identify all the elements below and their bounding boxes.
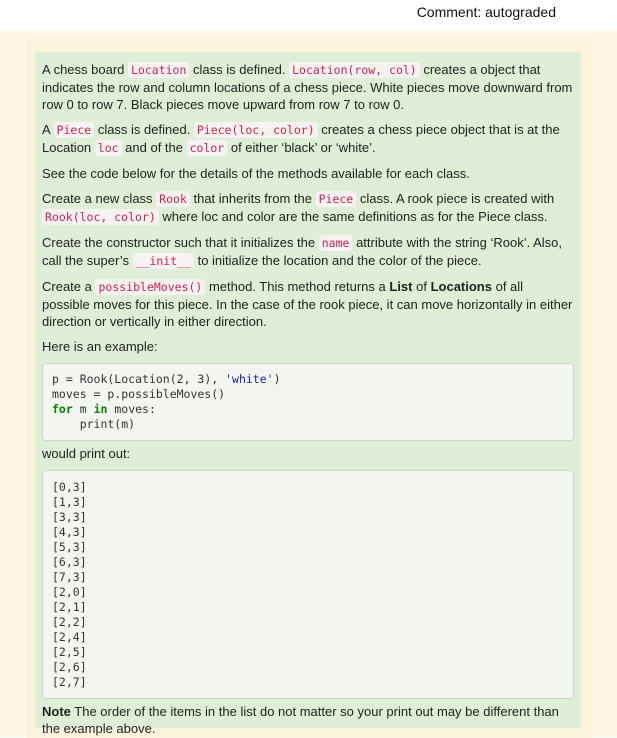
inline-code: __init__ xyxy=(133,253,194,269)
paragraph-rook-class xyxy=(42,190,574,226)
text: method. This method returns a xyxy=(205,279,390,294)
text: of xyxy=(412,279,431,294)
text: Create a xyxy=(42,279,96,294)
paragraph-note xyxy=(42,703,574,737)
code-line: p = Rook(Location(2, 3), 'white') xyxy=(52,372,281,386)
code-line: for m in moves: xyxy=(52,402,156,416)
inline-code: Piece xyxy=(54,122,95,138)
output-line: [3,3] xyxy=(52,510,87,524)
inline-code: possibleMoves() xyxy=(95,279,205,295)
code-line: moves = p.possibleMoves() xyxy=(52,387,226,401)
question-text-panel xyxy=(35,52,581,736)
text: attribute with the string ‘Rook’. Also, call the super’s xyxy=(42,235,562,268)
output-line: [2,1] xyxy=(52,600,87,614)
text: to initialize the location and the color of the piece. xyxy=(193,253,482,268)
inline-code: Piece(loc, color) xyxy=(194,122,318,138)
output-code-block xyxy=(42,470,574,699)
inline-code: Rook(loc, color) xyxy=(42,209,159,225)
code-line: print(m) xyxy=(52,417,136,431)
paragraph-location xyxy=(42,61,574,113)
inline-code: Location xyxy=(128,62,189,78)
example-code-block xyxy=(42,363,574,441)
output-line: [2,5] xyxy=(52,645,87,659)
inline-code: color xyxy=(187,140,228,156)
output-line: [2,6] xyxy=(52,660,87,674)
output-line: [7,3] xyxy=(52,570,87,584)
inline-code: loc xyxy=(95,140,122,156)
output-line: [6,3] xyxy=(52,555,87,569)
text: A chess board xyxy=(42,62,128,77)
output-line: [2,0] xyxy=(52,585,87,599)
output-line: [2,7] xyxy=(52,675,87,689)
output-line: [2,2] xyxy=(52,615,87,629)
text: where loc and color are the same definitions as for the Piece class. xyxy=(158,209,548,224)
text: of either ‘black’ or ‘white’. xyxy=(227,140,376,155)
output-line: [2,4] xyxy=(52,630,87,644)
text: class is defined. xyxy=(94,122,194,137)
paragraph-constructor xyxy=(42,234,574,270)
inline-code: Piece xyxy=(316,191,357,207)
output-line: [1,3] xyxy=(52,495,87,509)
paragraph-example-intro: Here is an example: xyxy=(42,339,158,354)
inline-code: Location(row, col) xyxy=(289,62,420,78)
text: and of the xyxy=(121,140,187,155)
text: creates a object that indicates the row and column locations of a chess piece. White pieces move downward from row 0 to row 7. Black pieces move upward from row 7 to row 0. xyxy=(42,62,573,112)
bold-text: Locations xyxy=(430,279,492,294)
top-bar xyxy=(0,0,617,30)
text: A xyxy=(42,122,54,137)
text: class is defined. xyxy=(189,62,290,77)
output-line: [0,3] xyxy=(52,480,87,494)
bold-text: Note xyxy=(42,704,71,719)
paragraph-would-print: would print out: xyxy=(42,446,131,461)
text: Create the constructor such that it initializes the xyxy=(42,235,319,250)
text: that inherits from the xyxy=(189,191,316,206)
bold-text: List xyxy=(389,279,413,294)
text: Create a new class xyxy=(42,191,157,206)
output-line: [5,3] xyxy=(52,540,87,554)
output-line: [4,3] xyxy=(52,525,87,539)
inline-code: name xyxy=(319,235,353,251)
text: The order of the items in the list do not matter so your print out may be different than the example above. xyxy=(42,704,559,736)
text: class. A rook piece is created with xyxy=(356,191,555,206)
paragraph-possible-moves xyxy=(42,278,574,330)
paragraph-see-code: See the code below for the details of the methods available for each class. xyxy=(42,166,470,181)
inline-code: Rook xyxy=(156,191,190,207)
text: creates a chess piece object that is at the Location xyxy=(42,122,560,155)
comment-label: Comment: autograded xyxy=(416,4,556,20)
paragraph-piece xyxy=(42,121,574,157)
text: of all possible moves for this piece. In the case of the rook piece, it can move horizontally in either direction or vertically in either direction. xyxy=(42,279,573,329)
